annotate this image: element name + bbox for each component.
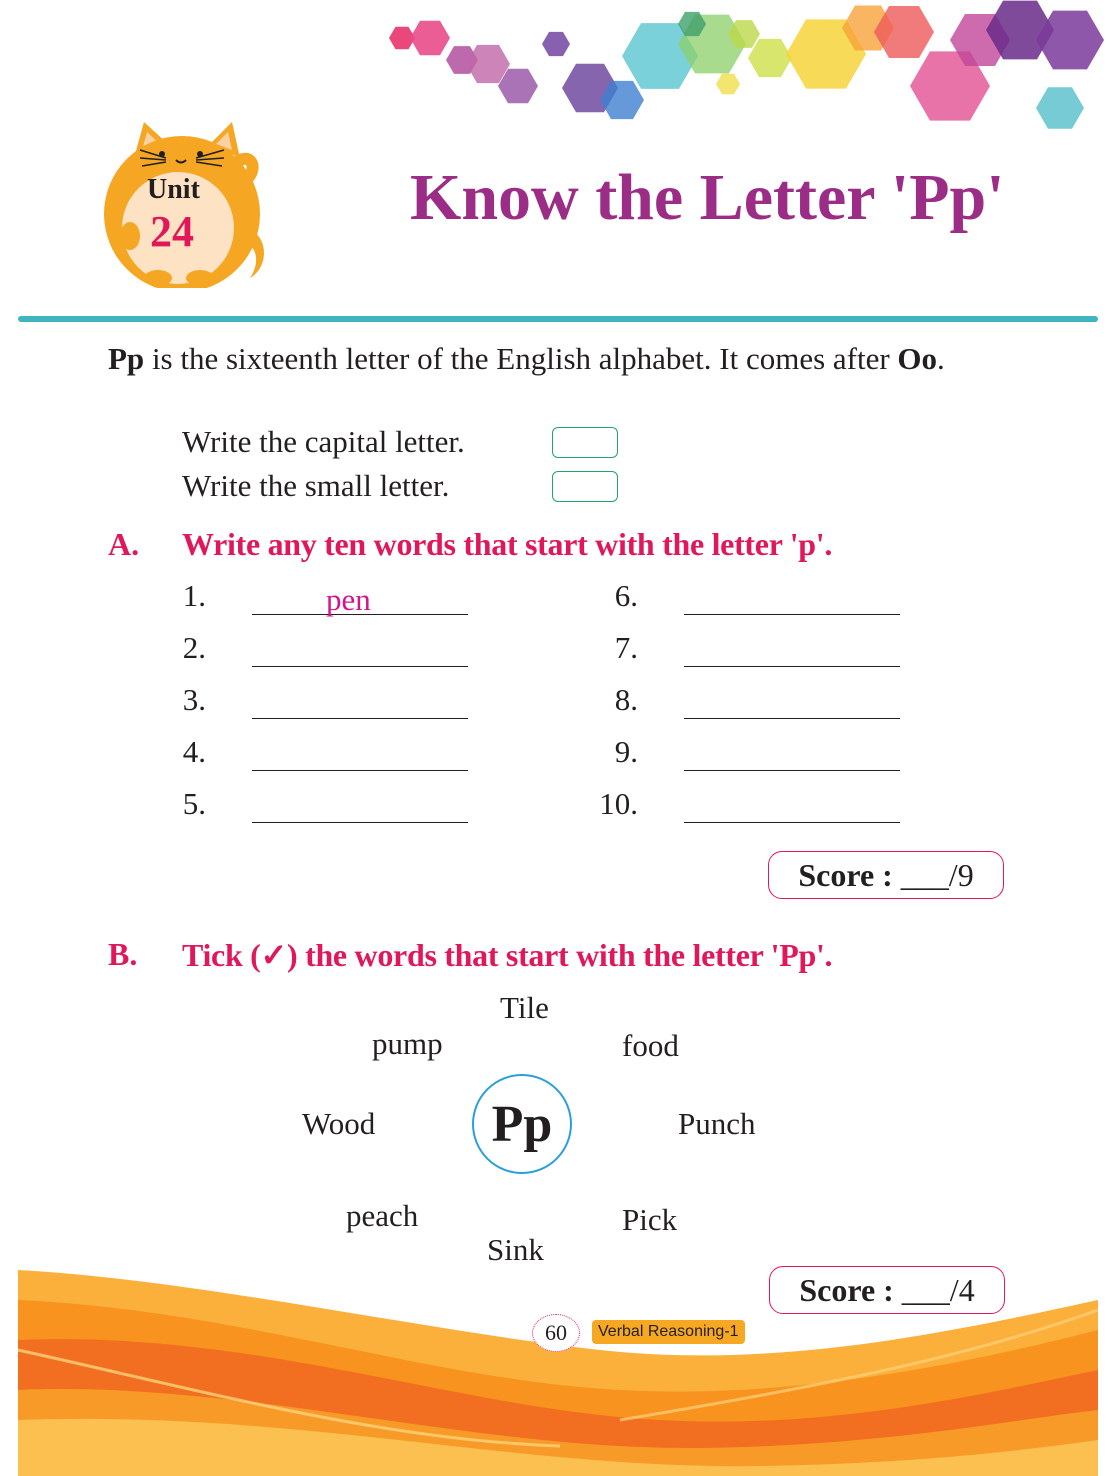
unit-label: Unit [147,174,200,205]
intro-text: is the sixteenth letter of the English alphabet. It comes after [144,341,898,376]
answer-line[interactable] [684,614,900,615]
hexagon-shape [410,21,450,56]
hexagon-shape [1036,87,1084,129]
item-number: 8. [614,682,638,717]
answer-line[interactable] [252,770,468,771]
book-title-tag: Verbal Reasoning-1 [592,1320,745,1344]
page-number: 60 [532,1314,580,1352]
item-number: 10. [599,786,638,821]
small-letter-prompt: Write the small letter. [182,468,450,503]
answer-line[interactable] [684,770,900,771]
intro-previous-letter: Oo [897,341,938,376]
hexagon-shape [748,39,792,77]
score-label: Score : [799,1271,894,1308]
word-sink[interactable]: Sink [487,1232,544,1267]
center-letter-circle: Pp [472,1074,572,1174]
item-number: 4. [182,734,206,769]
answer-line[interactable] [684,718,900,719]
word-wood[interactable]: Wood [302,1106,376,1141]
answer-line[interactable] [252,718,468,719]
header-divider [18,316,1098,322]
item-number: 1. [182,578,206,613]
section-a-letter: A. [108,526,140,562]
word-food[interactable]: food [622,1028,679,1063]
item-number: 3. [182,682,206,717]
unit-number: 24 [150,207,194,256]
item-number: 7. [614,630,638,665]
answer-line[interactable] [684,822,900,823]
intro-letter: Pp [108,341,145,376]
section-a-title: Write any ten words that start with the letter 'p'. [182,526,833,562]
capital-letter-prompt: Write the capital letter. [182,424,465,459]
capital-letter-box[interactable] [552,427,618,458]
answer-text: pen [326,582,371,617]
section-b-letter: B. [108,936,138,972]
item-number: 2. [182,630,206,665]
hexagon-shape [716,74,740,95]
section-b-score [769,1266,1005,1314]
answer-line[interactable] [252,822,468,823]
small-letter-box[interactable] [552,471,618,502]
page-title: Know the Letter 'Pp' [410,161,1005,234]
item-number: 5. [182,786,206,821]
word-pump[interactable]: pump [372,1026,443,1061]
score-label: Score : [798,856,893,893]
answer-line[interactable] [252,666,468,667]
intro-paragraph [108,338,1038,380]
score-value: ___/4 [901,1271,975,1308]
item-number: 6. [614,578,638,613]
word-peach[interactable]: peach [346,1198,419,1233]
answer-line[interactable] [684,666,900,667]
unit-badge [100,118,270,288]
word-punch[interactable]: Punch [678,1106,756,1141]
section-a-score [768,851,1004,899]
word-pick[interactable]: Pick [622,1202,678,1237]
item-number: 9. [614,734,638,769]
hexagon-shape [542,32,570,56]
intro-end: . [937,341,945,376]
section-b-title: Tick (✓) the words that start with the letter 'Pp'. [182,937,833,973]
word-tile[interactable]: Tile [500,990,549,1025]
score-value: ___/9 [900,856,974,893]
